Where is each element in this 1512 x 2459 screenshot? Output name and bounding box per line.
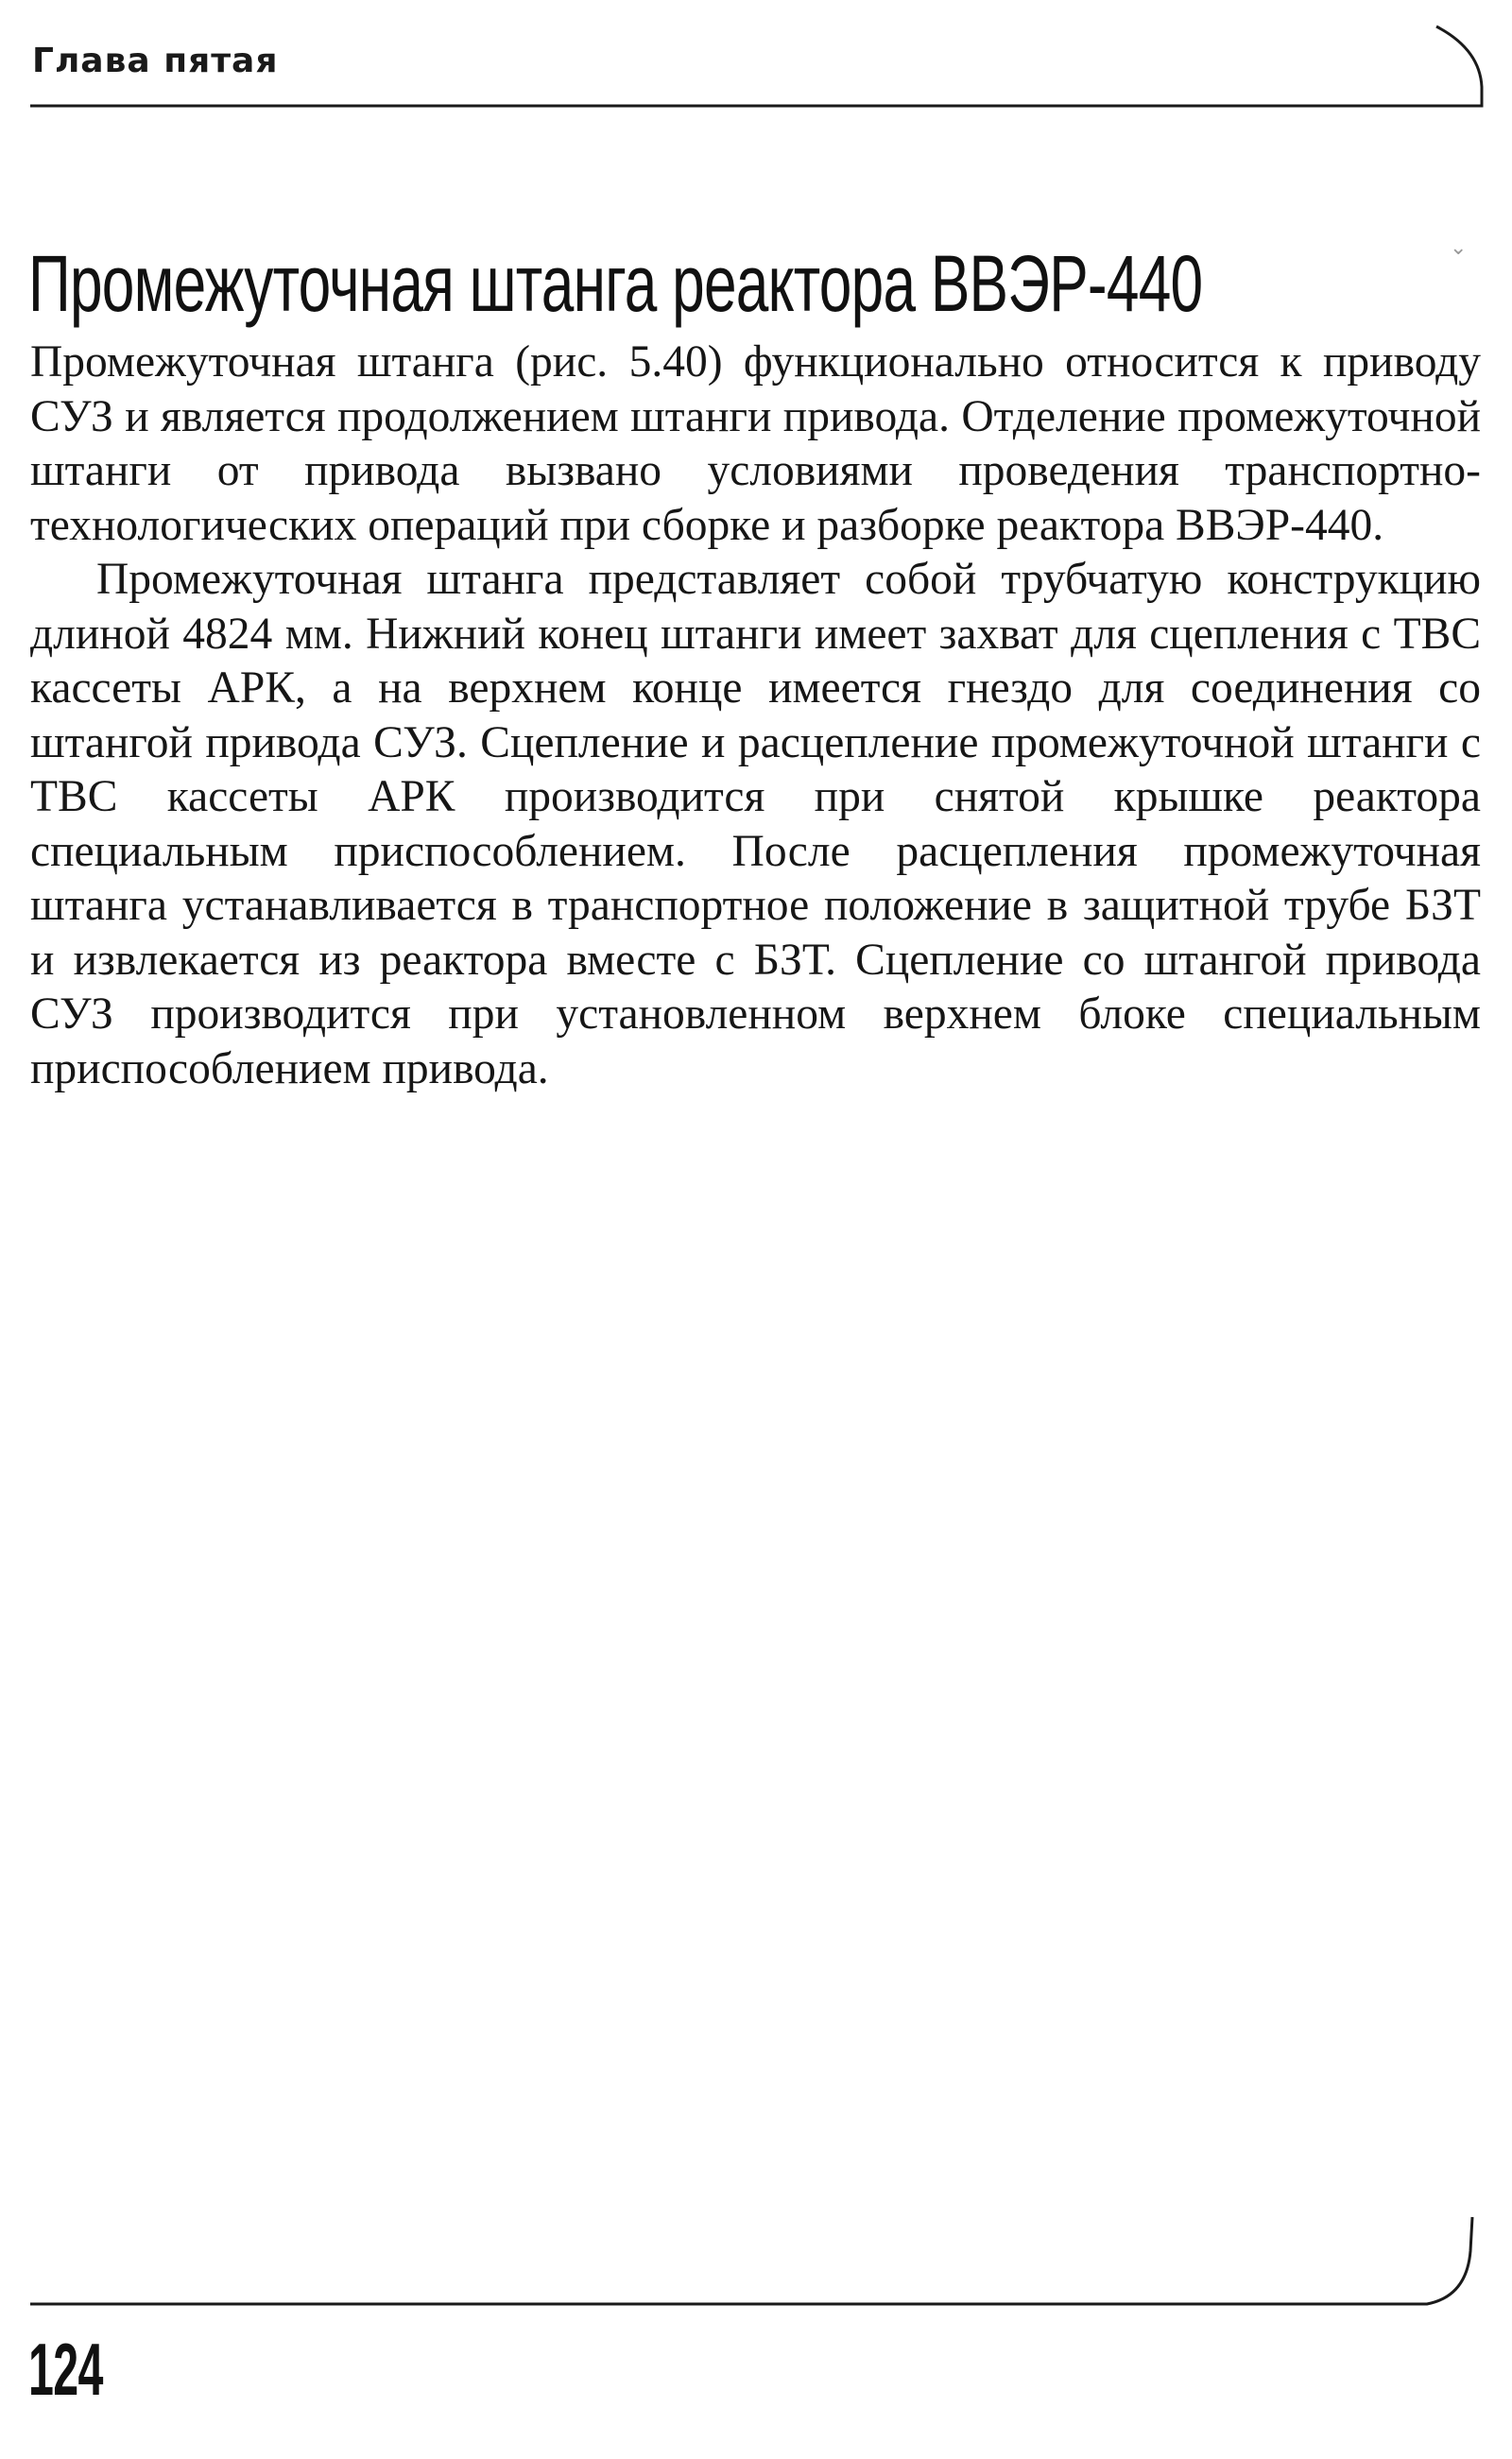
print-speck: ⌄ — [1450, 236, 1468, 260]
paragraph-1: Промежуточная штанга (рис. 5.40) функционально относится к приводу СУЗ и является продолжением штанги привода. Отделение промежуточной штанги от привода вызвано условиями проведения транспортно-технологических операций при сборке и разборке реактора ВВЭР-440. — [30, 337, 1481, 550]
body-text — [30, 335, 1481, 1096]
page-number: 124 — [28, 2328, 103, 2411]
footer-rule-line — [30, 2217, 1472, 2304]
paragraph-2: Промежуточная штанга представляет собой трубчатую конструкцию длиной 4824 мм. Нижний конец штанги имеет захват для сцепления с ТВС кассеты АРК, а на верхнем конце имеется гнездо для соединения со штангой привода СУЗ. Сцепление и расцепление промежуточной штанги с ТВС кассеты АРК производится при снятой крышке реактора специальным приспособлением. После расцепления промежуточная штанга устанавливается в транспортное положение в защитной трубе БЗТ и извлекается из реактора вместе с БЗТ. Сцепление со штангой привода СУЗ производится при установленном верхнем блоке специальным приспособлением привода. — [30, 555, 1481, 1093]
running-header: Глава пятая — [32, 42, 279, 80]
section-title: Промежуточная штанга реактора ВВЭР-440 — [28, 239, 1203, 329]
